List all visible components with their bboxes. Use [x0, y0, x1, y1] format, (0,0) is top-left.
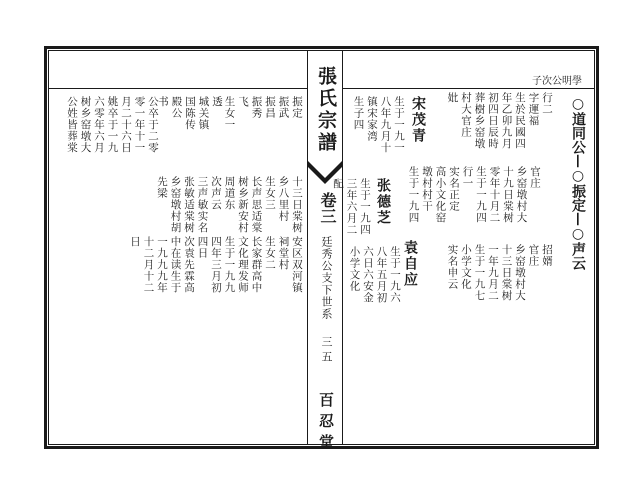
text-column: 乡窑墩村大: [514, 244, 526, 302]
text-column: 透: [211, 96, 223, 108]
text-column: 次袁先霖高: [183, 236, 195, 294]
text-column: 生于一九六: [389, 246, 401, 304]
text-column: 安区双河镇: [291, 236, 303, 294]
text-column: 次声云: [210, 176, 222, 211]
text-column: 树乡窑墩大: [79, 96, 92, 154]
text-column: 葬樹乡窑墩: [473, 92, 486, 150]
text-column: 生于一九四: [475, 166, 487, 224]
text-column: 振定: [291, 96, 303, 119]
text-column: 飞: [237, 96, 249, 108]
text-column: 初四日辰時: [487, 92, 499, 150]
text-column: 日: [129, 236, 141, 248]
text-column: 十九日棠树: [502, 166, 514, 224]
text-column: 树乡新安村: [237, 176, 249, 234]
right-top-rule: [343, 88, 595, 89]
text-column: 十三日棠树: [500, 244, 513, 302]
person-name-zhang-dezhi: 张德芝: [375, 178, 391, 226]
text-column: 三年六月二: [345, 178, 358, 236]
text-column: 生于一九七: [473, 244, 486, 302]
text-column: 长家群高中: [250, 236, 263, 294]
text-column: 生于一九四: [407, 166, 420, 224]
text-column: 公卒于二零: [147, 96, 159, 154]
person-name-yuan-ziying: 袁自应: [402, 240, 418, 288]
text-column: 姚卒于一九: [106, 96, 119, 154]
text-column: 字運福: [527, 92, 540, 127]
text-column: 行二: [541, 92, 553, 115]
text-column: 生女一: [223, 96, 236, 131]
hall-name: 百忍堂: [317, 392, 335, 455]
text-column: 十三日棠树: [291, 176, 303, 234]
text-column: 配: [332, 178, 344, 190]
book-title: 張氏宗譜: [315, 66, 337, 154]
text-column: 官庄: [529, 166, 541, 189]
lineage-line: ○道同公—○振定—○声云: [570, 96, 586, 270]
text-column: 祠堂村: [277, 236, 290, 271]
text-column: 生于一九一: [393, 96, 405, 154]
header-label: 子次公明學: [532, 76, 582, 87]
text-column: 六日六安金: [362, 246, 374, 304]
text-column: 墩村村干: [421, 166, 433, 212]
text-column: 乡八里村: [277, 176, 290, 222]
text-column: 文化理发师: [237, 236, 249, 294]
text-column: 书: [157, 96, 169, 108]
text-column: 镇宋家湾: [366, 96, 378, 142]
text-column: 实名正定: [448, 166, 460, 212]
text-column: 张敏适棠树: [183, 176, 195, 234]
text-column: 小学文化: [348, 246, 361, 292]
text-column: 招婿: [541, 244, 553, 267]
text-column: 生女三: [264, 176, 276, 211]
text-column: 高小文化窑: [434, 166, 447, 224]
text-column: 国陈传: [184, 96, 196, 131]
text-column: 月二十六日: [120, 96, 132, 154]
text-column: 妣: [446, 92, 459, 104]
text-column: 生於民國四: [514, 92, 526, 150]
text-column: 周道东: [223, 176, 236, 211]
text-column: 城关镇: [197, 96, 210, 131]
text-column: 八年五月初: [375, 246, 388, 304]
text-column: 三声敏实名: [196, 176, 209, 234]
text-column: 乡窑墩村大: [515, 166, 528, 224]
text-column: 振秀: [250, 96, 263, 119]
text-column: 一年九月二: [487, 244, 499, 302]
text-column: 村大官庄: [460, 92, 472, 138]
text-column: 行一: [461, 166, 474, 189]
spine-left-line: [307, 50, 308, 445]
text-column: 零年十月二: [488, 166, 501, 224]
text-column: 先梁: [156, 176, 168, 199]
text-column: 生于一九四: [359, 178, 371, 236]
text-column: 公姓皆葬棠: [66, 96, 78, 154]
text-column: 四年三月初: [210, 236, 222, 294]
text-column: 乡窑墩村胡: [169, 176, 182, 234]
text-column: 生女二: [264, 236, 276, 271]
text-column: 六零年六月: [93, 96, 105, 154]
text-column: 生子四: [352, 96, 365, 131]
text-column: 零一年十一: [133, 96, 146, 154]
text-column: 一九九九年: [156, 236, 168, 294]
text-column: 振武: [277, 96, 290, 119]
text-column: 振昌: [264, 96, 276, 119]
text-column: 八年九月十: [379, 96, 392, 154]
text-column: 小学文化: [460, 244, 472, 290]
text-column: 实名申云: [446, 244, 459, 290]
text-column: 年乙卯九月: [500, 92, 513, 150]
left-top-rule: [48, 88, 307, 89]
spine-right-line: [342, 50, 343, 445]
person-name-song-maoqing: 宋茂青: [410, 96, 426, 144]
chapter-label: 廷秀公支下世系: [320, 236, 333, 320]
page-number: 三五: [320, 336, 333, 366]
text-column: 殿公: [170, 96, 183, 119]
text-column: 长声思适棠: [250, 176, 263, 234]
text-column: 十二月十二: [142, 236, 155, 294]
volume-label: 卷三: [318, 192, 337, 224]
text-column: 中在读生于: [169, 236, 182, 294]
text-column: 生于一九九: [223, 236, 236, 294]
text-column: 官庄: [527, 244, 540, 267]
text-column: 四日: [196, 236, 209, 259]
